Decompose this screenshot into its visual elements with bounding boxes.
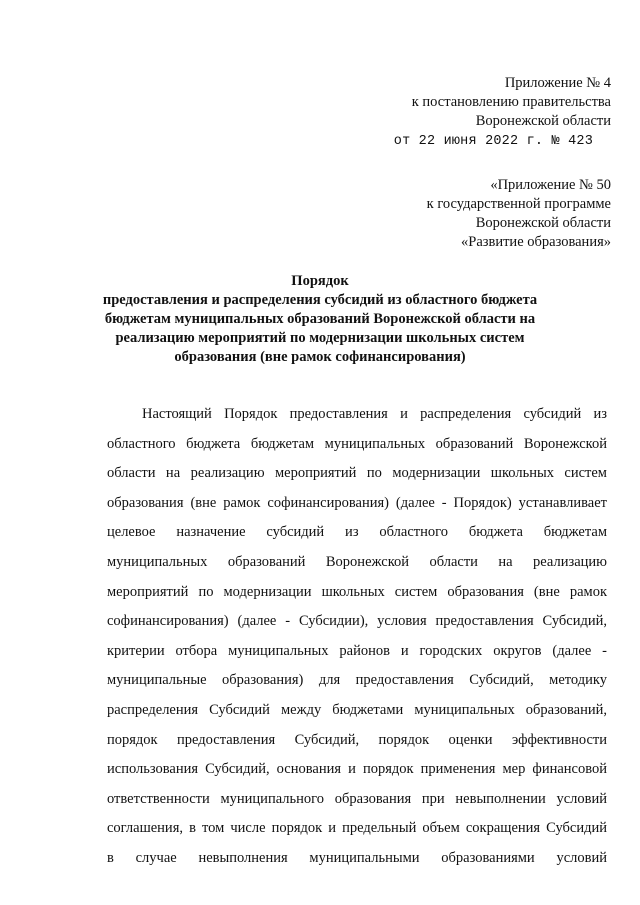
body-line: софинансирования) (далее - Субсидии), условия предоставления Субсидий, (107, 613, 607, 630)
body-line: в случае невыполнения муниципальными образованиями условий (107, 849, 607, 866)
title-line: образования (вне рамок софинансирования) (174, 349, 466, 365)
body-line: ответственности муниципального образования при невыполнении условий (107, 790, 607, 807)
body-line: использования Субсидий, основания и порядок применения мер финансовой (107, 761, 607, 778)
appendix-50-program: к государственной программе (426, 196, 611, 212)
title-line: реализацию мероприятий по модернизации школьных систем (115, 330, 525, 346)
body-line: порядок предоставления Субсидий, порядок оценки эффективности (107, 731, 607, 748)
appendix-4-date (394, 131, 611, 151)
appendix-4-block (394, 74, 611, 151)
body-line: распределения Субсидий между бюджетами муниципальных образований, (107, 701, 607, 718)
title-line: бюджетам муниципальных образований Воронежской области на (104, 311, 536, 327)
body-line: области на реализацию мероприятий по модернизации школьных систем (107, 465, 607, 482)
resolution-date-number: от 22 июня 2022 г. № 423 (393, 134, 593, 149)
appendix-50-program-name: «Развитие образования» (461, 234, 611, 250)
appendix-4-resolution: к постановлению правительства (411, 94, 611, 110)
body-line: Настоящий Порядок предоставления и распределения субсидий из (142, 406, 607, 422)
body-line: соглашения, в том числе порядок и предельный объем сокращения Субсидий (107, 820, 607, 837)
title-line: предоставления и распределения субсидий из областного бюджета (102, 292, 538, 308)
body-line: критерии отбора муниципальных районов и городских округов (далее - (107, 642, 607, 659)
body-line: мероприятий по модернизации школьных систем образования (вне рамок (107, 583, 607, 600)
appendix-4-title: Приложение № 4 (504, 75, 611, 91)
body-line: областного бюджета бюджетам муниципальных образований Воронежской (107, 435, 607, 452)
body-line: муниципальных образований Воронежской области на реализацию (107, 553, 607, 570)
body-paragraph (107, 400, 607, 874)
appendix-50-block (427, 176, 611, 252)
document-title (100, 272, 540, 367)
body-line: образования (вне рамок софинансирования) (далее - Порядок) устанавливает (107, 494, 607, 511)
appendix-50-region: Воронежской области (475, 215, 611, 231)
appendix-50-title: «Приложение № 50 (490, 177, 611, 193)
body-line: целевое назначение субсидий из областного бюджета бюджетам (107, 524, 607, 541)
title-line: Порядок (291, 273, 349, 289)
body-line: муниципальные образования) для предоставления Субсидий, методику (107, 672, 607, 689)
appendix-4-region: Воронежской области (475, 113, 611, 129)
